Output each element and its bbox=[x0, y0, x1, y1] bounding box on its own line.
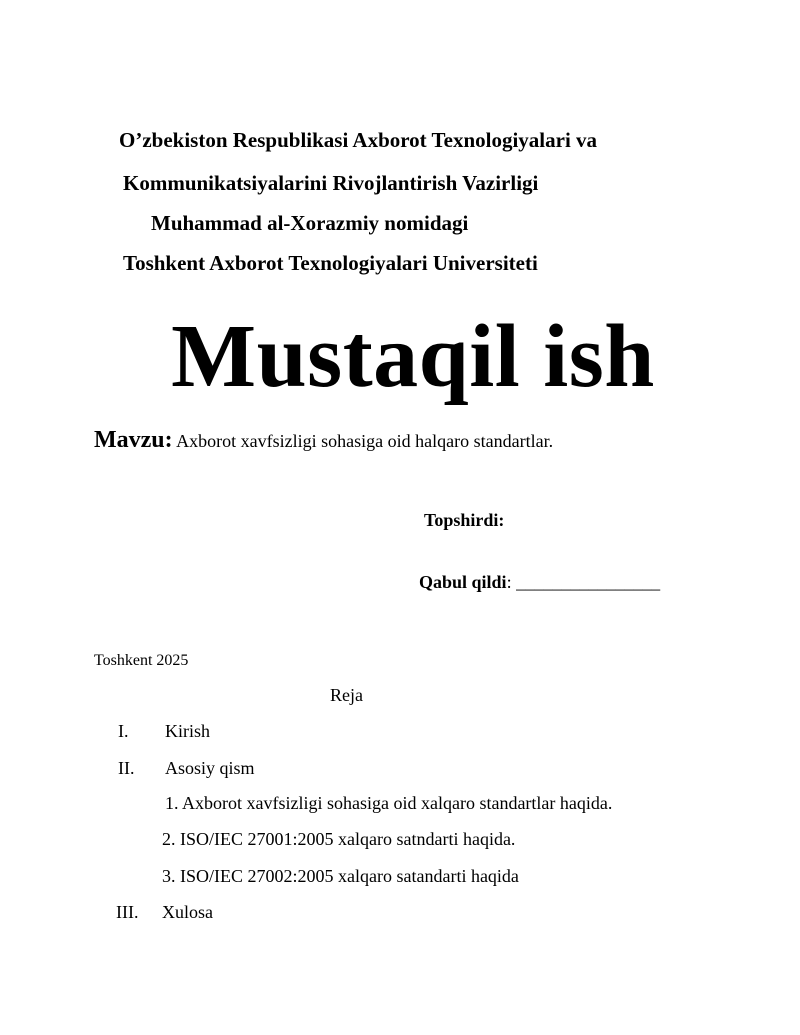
plan-subitem: 3. ISO/IEC 27002:2005 xalqaro satandarti haqida bbox=[162, 866, 519, 886]
plan-section-introduction: Kirish bbox=[165, 721, 210, 741]
plan-section-number: I. bbox=[118, 721, 129, 741]
plan-section-conclusion: Xulosa bbox=[162, 902, 213, 922]
plan-subitem: 2. ISO/IEC 27001:2005 xalqaro satndarti haqida. bbox=[162, 829, 516, 849]
header-line-named-after: Muhammad al-Xorazmiy nomidagi bbox=[151, 211, 469, 235]
header-line-ministry: O’zbekiston Respublikasi Axborot Texnologiyalari va bbox=[119, 128, 598, 152]
plan-section-number: II. bbox=[118, 758, 135, 778]
topic-row bbox=[94, 428, 553, 452]
accepted-by-signature-line: : ________________ bbox=[506, 572, 661, 592]
plan-section-number: III. bbox=[116, 902, 139, 922]
header-line-ministry-cont: Kommunikatsiyalarini Rivojlantirish Vazirligi bbox=[123, 171, 539, 195]
header-line-university: Toshkent Axborot Texnologiyalari Universiteti bbox=[123, 251, 538, 275]
plan-title: Reja bbox=[330, 685, 363, 705]
submitted-by-row bbox=[424, 511, 504, 530]
submitted-by-label: Topshirdi: bbox=[424, 510, 505, 530]
city-year: Toshkent 2025 bbox=[94, 652, 189, 669]
accepted-by-label: Qabul qildi bbox=[419, 572, 507, 592]
plan-subitem: 1. Axborot xavfsizligi sohasiga oid xalqaro standartlar haqida. bbox=[165, 793, 613, 813]
plan-section-main-part: Asosiy qism bbox=[165, 758, 255, 778]
topic-label: Mavzu: bbox=[94, 427, 173, 453]
document-title: Mustaqil ish bbox=[171, 307, 655, 406]
accepted-by-row bbox=[419, 573, 660, 592]
topic-text: Axborot xavfsizligi sohasiga oid halqaro standartlar. bbox=[172, 431, 554, 451]
